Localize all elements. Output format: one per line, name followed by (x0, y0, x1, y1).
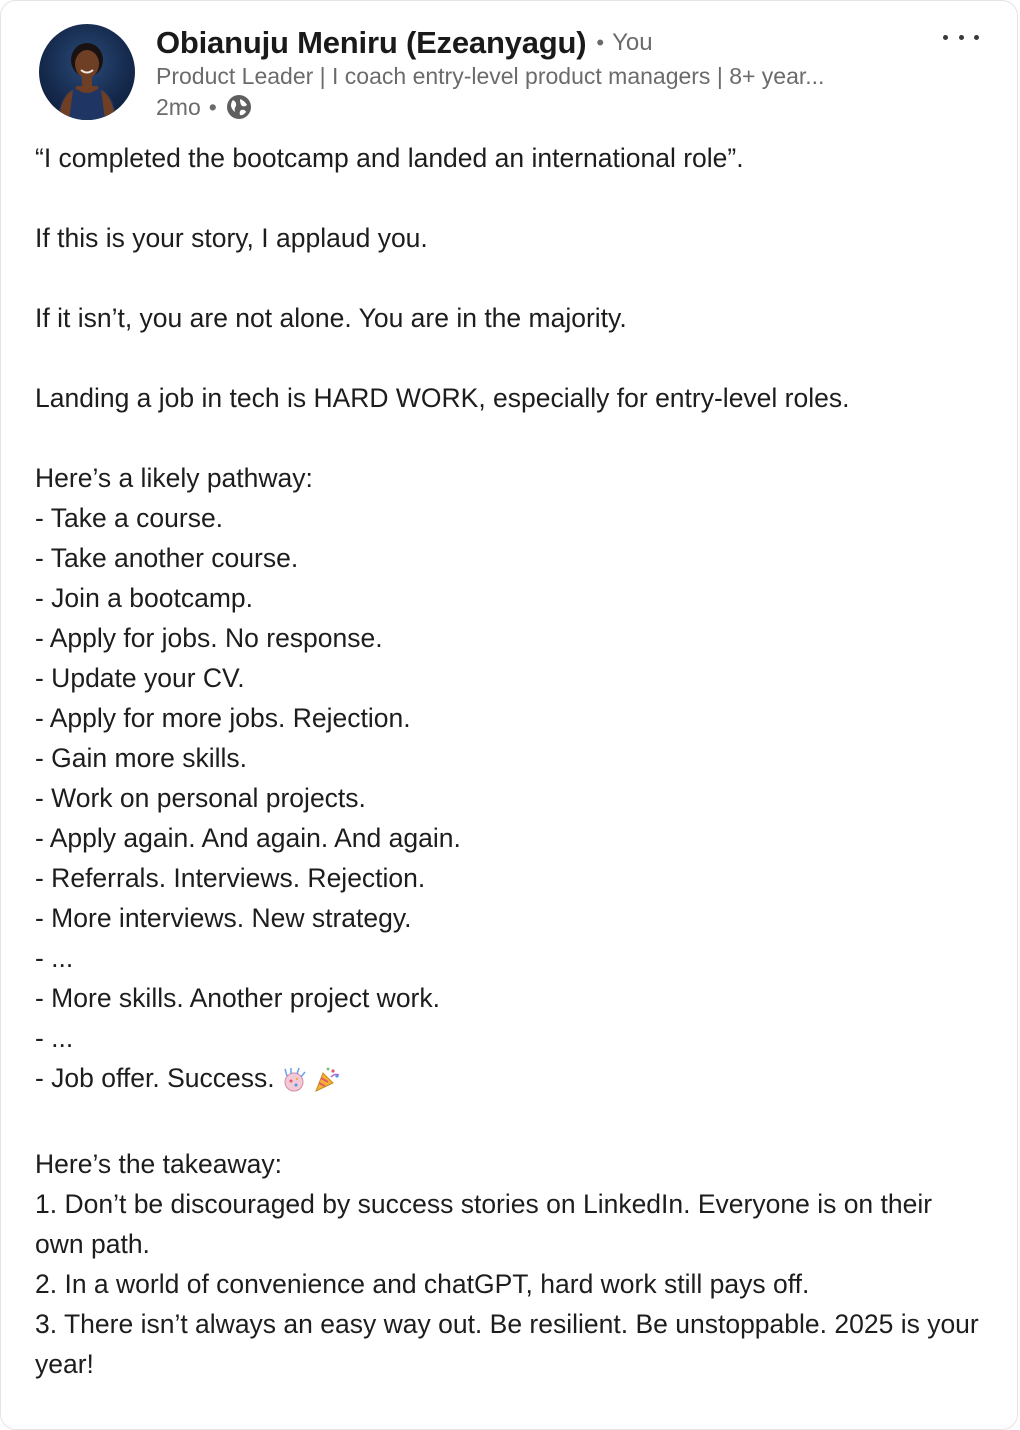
pathway-step: - Gain more skills. (35, 743, 248, 773)
globe-icon (225, 93, 253, 121)
avatar-photo (39, 24, 135, 120)
post-quote: “I completed the bootcamp and landed an international role”. (35, 143, 744, 173)
pathway-step: - Apply for jobs. No response. (35, 623, 383, 653)
author-avatar[interactable] (39, 24, 135, 120)
pathway-final-step (35, 1058, 985, 1104)
post-meta (156, 92, 253, 122)
pathway-step: - Update your CV. (35, 663, 245, 693)
pathway-step: - Take another course. (35, 543, 299, 573)
pathway-step: - More interviews. New strategy. (35, 903, 412, 933)
author-headline: Product Leader | I coach entry-level product managers | 8+ year... (156, 63, 825, 89)
pathway-step: - Join a bootcamp. (35, 583, 254, 613)
confetti-ball-icon (281, 1064, 307, 1104)
takeaway-item: 3. There isn’t always an easy way out. Be resilient. Be unstoppable. 2025 is your year! (35, 1309, 979, 1379)
post-alone: If it isn’t, you are not alone. You are in the majority. (35, 303, 627, 333)
takeaway-item: 2. In a world of convenience and chatGPT, hard work still pays off. (35, 1269, 810, 1299)
post-body (35, 138, 985, 1384)
post-applaud: If this is your story, I applaud you. (35, 223, 428, 253)
pathway-final-text: - Job offer. Success. (35, 1063, 275, 1093)
pathway-step: - Referrals. Interviews. Rejection. (35, 863, 426, 893)
post-hard-work: Landing a job in tech is HARD WORK, especially for entry-level roles. (35, 383, 850, 413)
post-time: 2mo (156, 93, 201, 120)
party-popper-icon (313, 1064, 341, 1104)
pathway-step: - Apply for more jobs. Rejection. (35, 703, 411, 733)
more-horizontal-icon[interactable] (943, 25, 979, 49)
pathway-intro: Here’s a likely pathway: (35, 463, 313, 493)
relation-label: You (612, 29, 653, 56)
author-name[interactable]: Obianuju Meniru (Ezeanyagu) (156, 25, 587, 60)
meta-separator: • (208, 93, 217, 120)
pathway-step: - ... (35, 1023, 74, 1053)
pathway-step: - ... (35, 943, 74, 973)
takeaway-item: 1. Don’t be discouraged by success stories on LinkedIn. Everyone is on their own path. (35, 1189, 933, 1259)
name-separator: • (596, 30, 605, 55)
takeaway-intro: Here’s the takeaway: (35, 1149, 282, 1179)
pathway-step: - Take a course. (35, 503, 224, 533)
pathway-step: - Apply again. And again. And again. (35, 823, 461, 853)
pathway-step: - More skills. Another project work. (35, 983, 440, 1013)
pathway-step: - Work on personal projects. (35, 783, 366, 813)
author-row (156, 23, 653, 63)
